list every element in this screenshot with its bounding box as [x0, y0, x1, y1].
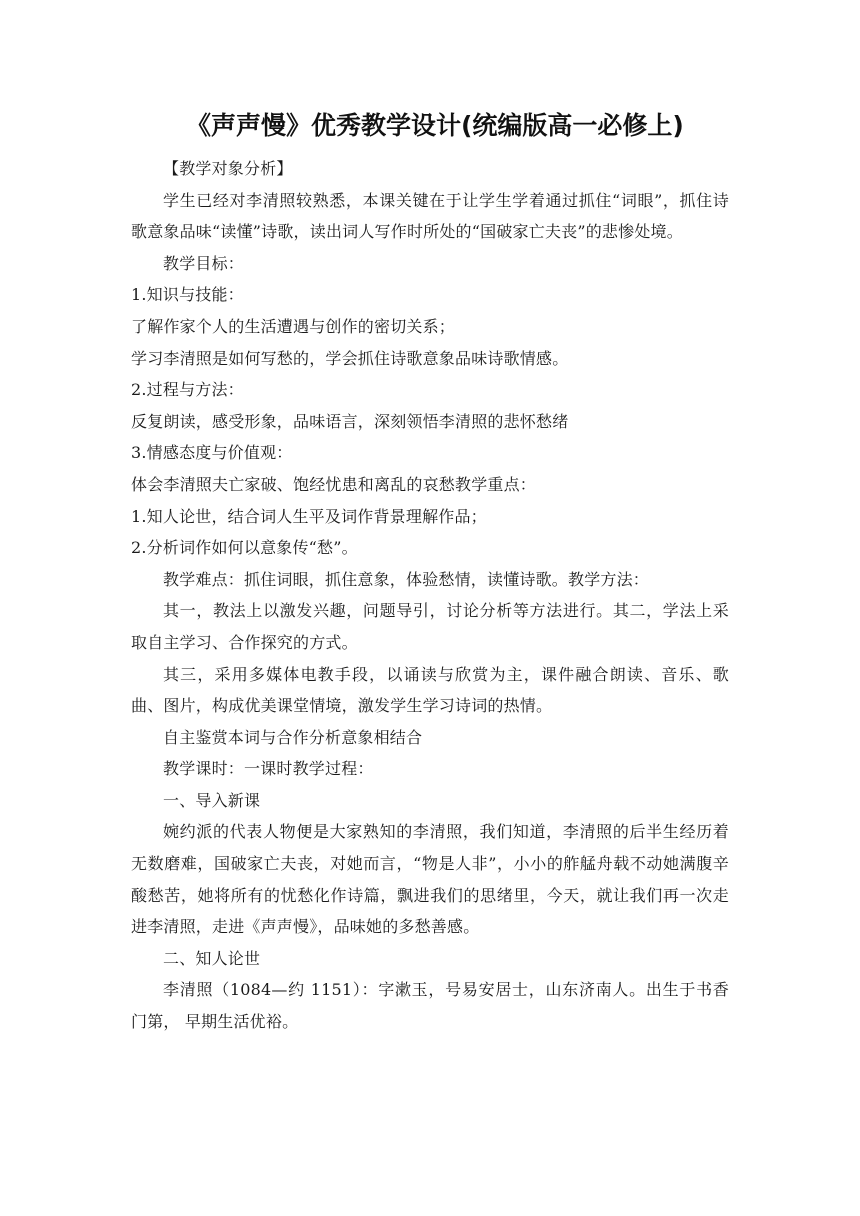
- paragraph: 李清照（1084—约 1151）：字漱玉，号易安居士，山东济南人。出生于书香门第， 早期生活优裕。: [131, 980, 729, 1032]
- paragraph: 了解作家个人的生活遭遇与创作的密切关系；: [131, 316, 456, 336]
- paragraph: 【教学对象分析】: [163, 159, 293, 178]
- paragraph: 2.分析词作如何以意象传“愁”。: [131, 538, 358, 558]
- paragraph: 教学课时：一课时教学过程：: [163, 759, 374, 779]
- paragraph: 反复朗读，感受形象，品味语言，深刻领悟李清照的悲怀愁绪: [131, 411, 569, 431]
- paragraph: 其一，教法上以激发兴趣，问题导引，讨论分析等方法进行。其二，学法上采取自主学习、合作探究的方式。: [131, 601, 729, 652]
- paragraph: 二、知人论世: [163, 948, 261, 968]
- paragraph: 1.知识与技能：: [131, 285, 244, 305]
- paragraph: 学生已经对李清照较熟悉，本课关键在于让学生学着通过抓住“词眼”，抓住诗歌意象品味“读懂”诗歌，读出词人写作时所处的“国破家亡夫丧”的悲惨处境。: [131, 190, 729, 242]
- paragraph: 教学目标：: [163, 253, 245, 273]
- paragraph: 3.情感态度与价值观：: [131, 443, 293, 463]
- document-body: [131, 153, 729, 1038]
- paragraph: 一、导入新课: [163, 790, 261, 810]
- document-title: 《声声慢》优秀教学设计(统编版高一必修上): [186, 111, 684, 140]
- paragraph: 教学难点：抓住词眼，抓住意象，体验愁情，读懂诗歌。教学方法：: [163, 569, 650, 589]
- paragraph: 自主鉴赏本词与合作分析意象相结合: [163, 727, 423, 747]
- paragraph: 学习李清照是如何写愁的，学会抓住诗歌意象品味诗歌情感。: [131, 348, 569, 368]
- paragraph: 2.过程与方法：: [131, 380, 244, 400]
- paragraph: 体会李清照夫亡家破、饱经忧患和离乱的哀愁教学重点：: [131, 474, 537, 494]
- paragraph: 1.知人论世，结合词人生平及词作背景理解作品；: [131, 506, 487, 526]
- paragraph: 其三，采用多媒体电教手段，以诵读与欣赏为主，课件融合朗读、音乐、歌曲、图片，构成优美课堂情境，激发学生学习诗词的热情。: [131, 664, 729, 716]
- paragraph: 婉约派的代表人物便是大家熟知的李清照，我们知道，李清照的后半生经历着无数磨难，国破家亡夫丧，对她而言，“物是人非”，小小的舴艋舟载不动她满腹辛酸愁苦，她将所有的忧愁化作诗篇，飘进我们的思绪里，今天，就让我们再一次走进李清照，走进《声声慢》，品味她的多愁善感。: [131, 822, 729, 937]
